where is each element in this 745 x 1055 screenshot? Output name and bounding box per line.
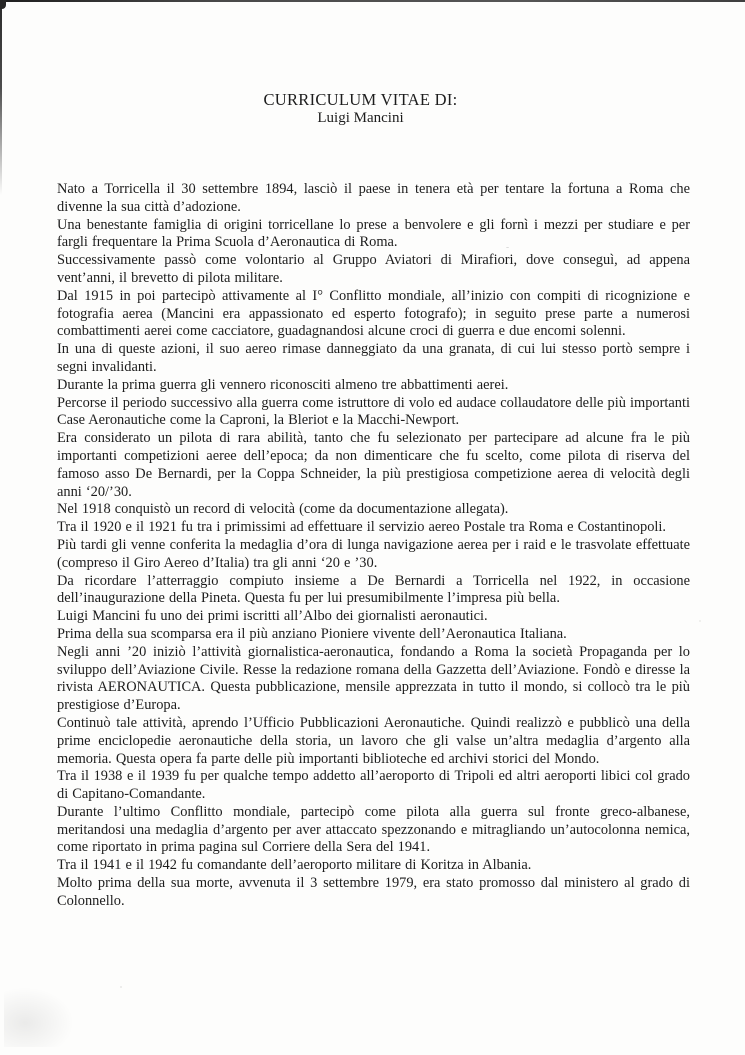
paragraph: Nel 1918 conquistò un record di velocità (come da documentazione allegata). [57, 501, 509, 518]
scan-speckle-artifact [699, 620, 701, 622]
paragraph: Percorse il periodo successivo alla guerra come istruttore di volo ed audace collaudatore delle più importanti Case Aeronautiche come la Caproni, la Bleriot e la Macchi-Newport. [57, 394, 690, 429]
scan-smudge-artifact [4, 987, 74, 1047]
paragraph: Dal 1915 in poi partecipò attivamente al I° Conflitto mondiale, all’inizio con compiti di ricognizione e fotografia aerea (Mancini era appassionato ed esperto fotografo); in seguito prese parte a numerosi combattimenti aerei come cacciatore, guadagnandosi alcune croci di guerra e due encomi solenni. [57, 287, 690, 340]
scan-edge-artifact-left [0, 0, 2, 195]
paragraph: Negli anni ’20 iniziò l’attività giornalistica-aeronautica, fondando a Roma la società Propaganda per lo sviluppo dell’Aviazione Civile. Resse la redazione romana della Gazzetta dell’Aviazione. Fondò e diresse la rivista AERONAUTICA. Questa pubblicazione, mensile apprezzata in tutto il mondo, si collocò tra le più prestigiose d’Europa. [57, 643, 690, 714]
paragraph: Tra il 1938 e il 1939 fu per qualche tempo addetto all’aeroporto di Tripoli ed altri aeroporti libici col grado di Capitano-Comandante. [57, 768, 690, 803]
paragraph: Tra il 1920 e il 1921 fu tra i primissimi ad effettuare il servizio aereo Postale tra Roma e Costantinopoli. [57, 519, 666, 536]
paragraph: Molto prima della sua morte, avvenuta il 3 settembre 1979, era stato promosso dal ministero al grado di Colonnello. [57, 875, 690, 909]
paragraph: Da ricordare l’atterraggio compiuto insieme a De Bernardi a Torricella nel 1922, in occasione dell’inaugurazione della Pineta. Questa fu per lui presumibilmente l’impresa più bella. [57, 572, 690, 607]
paragraph: Successivamente passò come volontario al Gruppo Aviatori di Mirafiori, dove conseguì, ad appena vent’anni, il brevetto di pilota militare. [57, 252, 690, 286]
paragraph: Una benestante famiglia di origini torricellane lo prese a benvolere e gli fornì i mezzi per studiare e per fargli frequentare la Prima Scuola d’Aeronautica di Roma. [57, 216, 690, 251]
paragraph: Prima della sua scomparsa era il più anziano Pioniere vivente dell’Aeronautica Italiana. [57, 625, 567, 642]
paragraph: Durante la prima guerra gli vennero riconosciti almeno tre abbattimenti aerei. [57, 376, 509, 393]
title-block [44, 90, 677, 127]
paragraph: Tra il 1941 e il 1942 fu comandante dell’aeroporto militare di Koritza in Albania. [57, 857, 532, 874]
document-title: CURRICULUM VITAE DI: [263, 90, 458, 109]
paragraph: Durante l’ultimo Conflitto mondiale, partecipò come pilota alla guerra sul fronte greco-albanese, meritandosi una medaglia d’argento per aver attaccato spezzonando e mitragliando un’autocolonna nemica, come riportato in prima pagina sul Corriere della Sera del 1941. [57, 803, 690, 856]
scan-speckle-artifact [120, 986, 122, 988]
paragraph: Più tardi gli venne conferita la medaglia d’ora di lunga navigazione aerea per i raid e le trasvolate effettuate (compreso il Giro Aereo d’Italia) tra gli anni ‘20 e ’30. [57, 536, 690, 571]
document-content [57, 0, 690, 911]
paragraph: In una di queste azioni, il suo aereo rimase danneggiato da una granata, di cui lui stesso portò sempre i segni invalidanti. [57, 341, 690, 375]
paragraph: Continuò tale attività, aprendo l’Ufficio Pubblicazioni Aeronautiche. Quindi realizzò e pubblicò una della prime enciclopedie aeronautiche della storia, un lavoro che gli valse un’altra medaglia d’argento alla memoria. Questa opera fa parte delle più importanti biblioteche ed archivi storici del Mondo. [57, 714, 690, 767]
document-body [57, 181, 690, 911]
paragraph: Nato a Torricella il 30 settembre 1894, lasciò il paese in tenera età per tentare la fortuna a Roma che divenne la sua città d’adozione. [57, 181, 690, 215]
scan-corner-artifact [0, 0, 6, 9]
paragraph: Era considerato un pilota di rara abilità, tanto che fu selezionato per partecipare ad alcune fra le più importanti competizioni aeree dell’epoca; da non dimenticare che fu scelto, come pilota di riserva del famoso asso De Bernardi, per la Coppa Schneider, la più prestigiosa competizione aerea di velocità degli anni ‘20/’30. [57, 430, 690, 500]
document-subtitle: Luigi Mancini [317, 110, 404, 126]
paragraph: Luigi Mancini fu uno dei primi iscritti all’Albo dei giornalisti aeronautici. [57, 608, 488, 625]
